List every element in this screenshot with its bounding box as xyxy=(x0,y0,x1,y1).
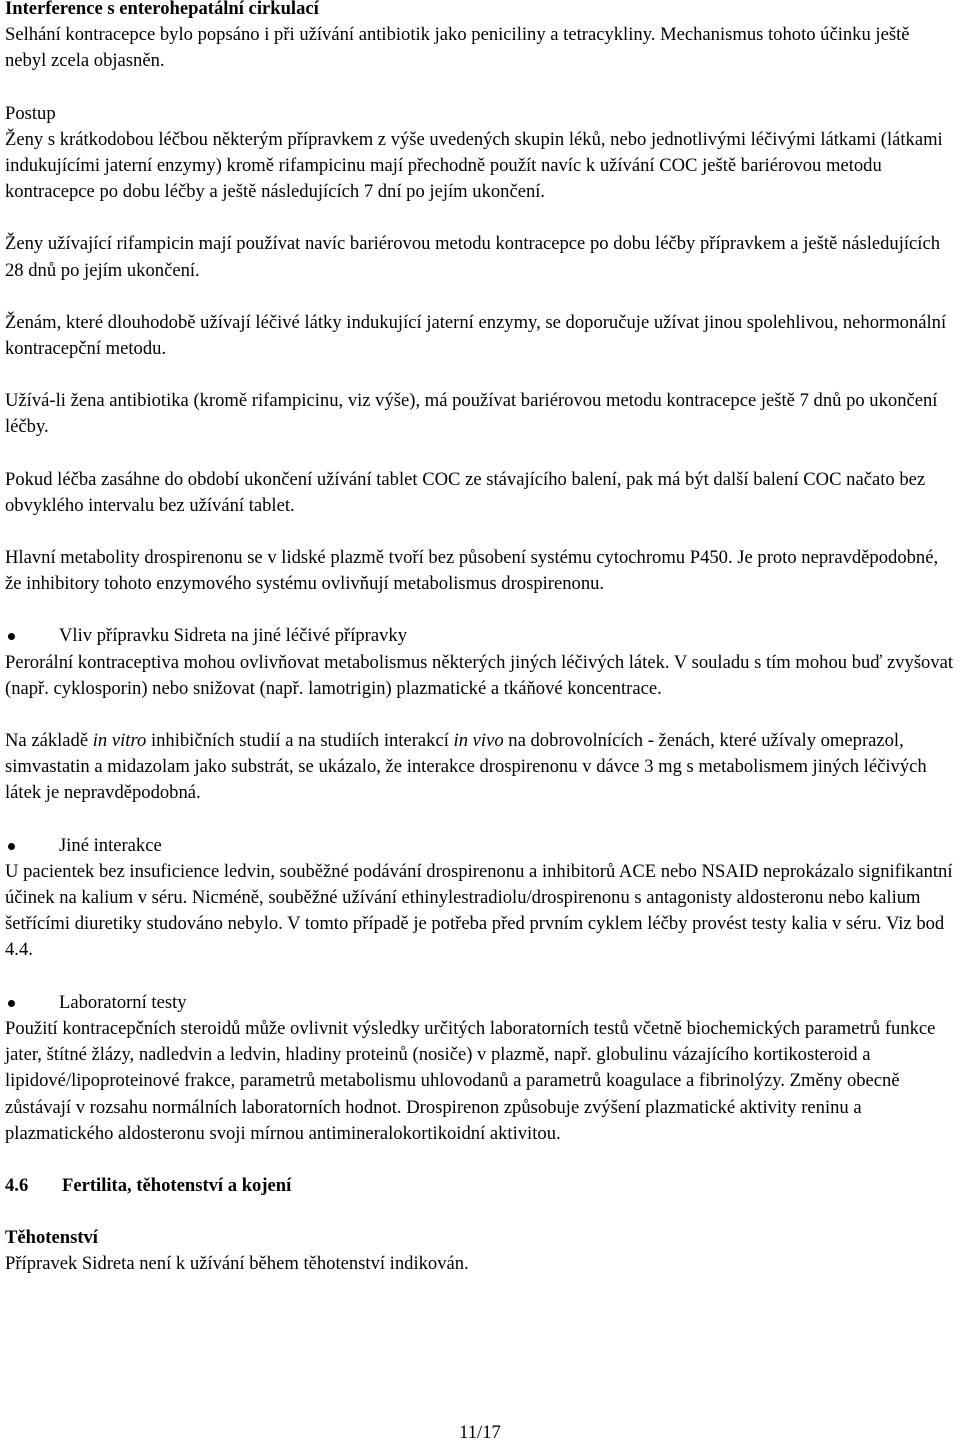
bullet-influence-title: Vliv přípravku Sidreta na jiné léčivé přípravky xyxy=(59,625,408,647)
invitro-italic2: in vivo xyxy=(453,730,504,752)
section-heading xyxy=(5,1173,955,1199)
paragraph-longterm: Ženám, které dlouhodobě užívají léčivé látky indukující jaterní enzymy, se doporučuje užívat jinou spolehlivou, nehormonální kontracepční metodu. xyxy=(5,311,947,360)
bullet-other xyxy=(5,833,955,859)
paragraph-other: U pacientek bez insuficience ledvin, souběžné podávání drospirenonu a inhibitorů ACE nebo NSAID neprokázalo signifikantní účinek na kalium v séru. Nicméně, souběžné užívání ethinylestradiolu/drospirenonu s antagonisty aldosteronu nebo kalium šetřícími diuretiky studováno nebylo. V tomto případě je potřeba před prvním cyklem léčby provést testy kalia v séru. Viz bod 4.4. xyxy=(5,860,953,961)
heading-pregnancy: Těhotenství xyxy=(5,1227,98,1249)
invitro-part3: na dobrovolnících - ženách, které užívaly omeprazol, simvastatin a midazolam jako substrát, se ukázalo, že interakce drospirenonu v dávce 3 mg s metabolismem jiných léčivých látek je nepravděpodobná. xyxy=(5,730,927,804)
paragraph-invitro xyxy=(5,728,955,807)
label-procedure: Postup xyxy=(5,102,56,124)
bullet-other-title: Jiné interakce xyxy=(59,834,162,856)
paragraph-metabolites: Hlavní metabolity drospirenonu se v lidské plazmě tvoří bez působení systému cytochromu P450. Je proto nepravděpodobné, že inhibitory tohoto enzymového systému ovlivňují metabolismus drospirenonu. xyxy=(5,547,939,595)
paragraph-antibiotics-failure: Selhání kontracepce bylo popsáno i při užívání antibiotik jako peniciliny a tetracykliny. Mechanismus tohoto účinku ještě nebyl zcela objasněn. xyxy=(5,24,910,72)
invitro-part2: inhibičních studií a na studiích interakcí xyxy=(146,730,454,752)
document-page xyxy=(5,0,955,1278)
paragraph-package: Pokud léčba zasáhne do období ukončení užívání tablet COC ze stávajícího balení, pak má být další balení COC načato bez obvyklého intervalu bez užívání tablet. xyxy=(5,468,926,516)
section-title: Fertilita, těhotenství a kojení xyxy=(62,1174,292,1196)
bullet-icon xyxy=(8,843,15,850)
paragraph-lab: Použití kontracepčních steroidů může ovlivnit výsledky určitých laboratorních testů včetně biochemických parametrů funkce jater, štítné žlázy, nadledvin a ledvin, hladiny proteinů (nosiče) v plazmě, např. globulinu vázajícího kortikosteroid a lipidové/lipoproteinové frakce, parametrů metabolismu uhlovodanů a parametrů koagulace a fibrinolýzy. Změny obecně zůstávají v rozsahu normálních laboratorních hodnot. Drospirenon způsobuje zvýšení plazmatické aktivity reninu a plazmatického aldosteronu svoji mírnou antimineralokortikoidní aktivitou. xyxy=(5,1017,936,1144)
bullet-icon xyxy=(8,1000,15,1007)
invitro-italic1: in vitro xyxy=(92,730,147,752)
bullet-lab-title: Laboratorní testy xyxy=(59,991,187,1013)
paragraph-procedure: Ženy s krátkodobou léčbou některým přípravkem z výše uvedených skupin léků, nebo jednotlivými léčivými látkami (látkami indukujícími jaterní enzymy) kromě rifampicinu mají přechodně použít navíc k užívání COC ještě bariérovou metodu kontracepce po dobu léčby a ještě následujících 7 dní po jejím ukončení. xyxy=(5,128,943,203)
section-number: 4.6 xyxy=(5,1174,29,1196)
invitro-part1: Na základě xyxy=(5,730,93,752)
bullet-icon xyxy=(8,633,15,640)
paragraph-rifampicin: Ženy užívající rifampicin mají používat navíc bariérovou metodu kontracepce po dobu léčby přípravkem a ještě následujících 28 dnů po jejím ukončení. xyxy=(5,233,941,281)
paragraph-influence: Perorální kontraceptiva mohou ovlivňovat metabolismus některých jiných léčivých látek. V souladu s tím mohou buď zvyšovat (např. cyklosporin) nebo snižovat (např. lamotrigin) plazmatické a tkáňové koncentrace. xyxy=(5,651,954,699)
paragraph-antibiotics: Užívá-li žena antibiotika (kromě rifampicinu, viz výše), má používat bariérovou metodu kontracepce ještě 7 dnů po ukončení léčby. xyxy=(5,390,938,438)
bullet-lab xyxy=(5,990,955,1016)
page-number: 11/17 xyxy=(459,1422,501,1443)
heading-enterohepatic: Interference s enterohepatální cirkulací xyxy=(5,0,319,19)
paragraph-pregnancy: Přípravek Sidreta není k užívání během těhotenství indikován. xyxy=(5,1253,469,1275)
bullet-influence xyxy=(5,623,955,649)
